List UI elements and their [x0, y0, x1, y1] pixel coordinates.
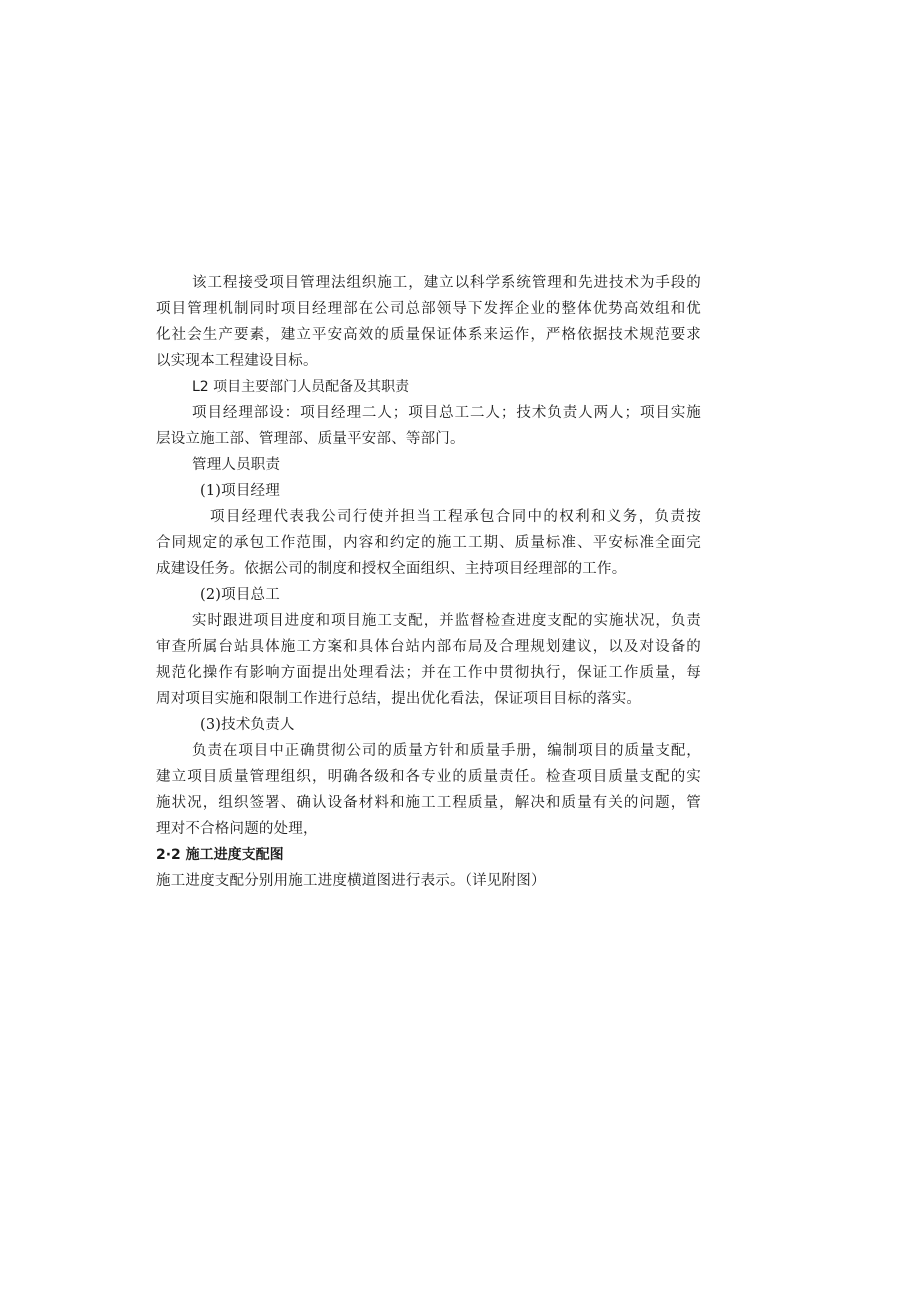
role-label-project-manager: (1)项目经理 [200, 483, 280, 499]
role-text-line: 规范化操作有影响方面提出处理看法；并在工作中贯彻执行，保证工作质量，每 [156, 665, 701, 681]
intro-line: 化社会生产要素，建立平安高效的质量保证体系来运作，严格依据技术规范要求 [156, 327, 701, 343]
section-heading-2-2: 2·2 施工进度支配图 [156, 847, 284, 863]
role-text-line: 负责在项目中正确贯彻公司的质量方针和质量手册，编制项目的质量支配， [192, 743, 701, 759]
intro-line: 项目管理机制同时项目经理部在公司总部领导下发挥企业的整体优势高效组和优 [156, 301, 701, 317]
schedule-body-text: 施工进度支配分别用施工进度横道图进行表示。（详见附图） [156, 873, 546, 889]
intro-line: 以实现本工程建设目标。 [156, 353, 318, 369]
role-text-line: 合同规定的承包工作范围，内容和约定的施工工期、质量标准、平安标准全面完 [156, 535, 701, 551]
document-page [156, 270, 701, 894]
role-text-line: 周对项目实施和限制工作进行总结，提出优化看法，保证项目目标的落实。 [156, 691, 642, 707]
role-text-line: 建立项目质量管理组织，明确各级和各专业的质量责任。检查项目质量支配的实 [156, 769, 701, 785]
intro-line: 该工程接受项目管理法组织施工，建立以科学系统管理和先进技术为手段的 [192, 275, 701, 291]
setup-line: 项目经理部设：项目经理二人；项目总工二人；技术负责人两人；项目实施 [192, 405, 701, 421]
section-heading-1-2: L2 项目主要部门人员配备及其职责 [192, 379, 410, 395]
role-text-line: 施状况，组织签署、确认设备材料和施工工程质量，解决和质量有关的问题，管 [156, 795, 701, 811]
role-label-chief-engineer: (2)项目总工 [200, 587, 280, 603]
role-text-line: 实时跟进项目进度和项目施工支配，并监督检查进度支配的实施状况，负责 [192, 613, 701, 629]
role-text-line: 成建设任务。依据公司的制度和授权全面组织、主持项目经理部的工作。 [156, 561, 627, 577]
role-text-line: 审查所属台站具体施工方案和具体台站内部布局及合理规划建议，以及对设备的 [156, 639, 701, 655]
duties-title: 管理人员职责 [192, 457, 281, 473]
role-label-technical-lead: (3)技术负责人 [200, 717, 295, 733]
role-text-line: 理对不合格问题的处理， [156, 821, 318, 837]
role-text-line: 项目经理代表我公司行使并担当工程承包合同中的权利和义务，负责按 [210, 509, 701, 525]
setup-line: 层设立施工部、管理部、质量平安部、等部门。 [156, 431, 465, 447]
